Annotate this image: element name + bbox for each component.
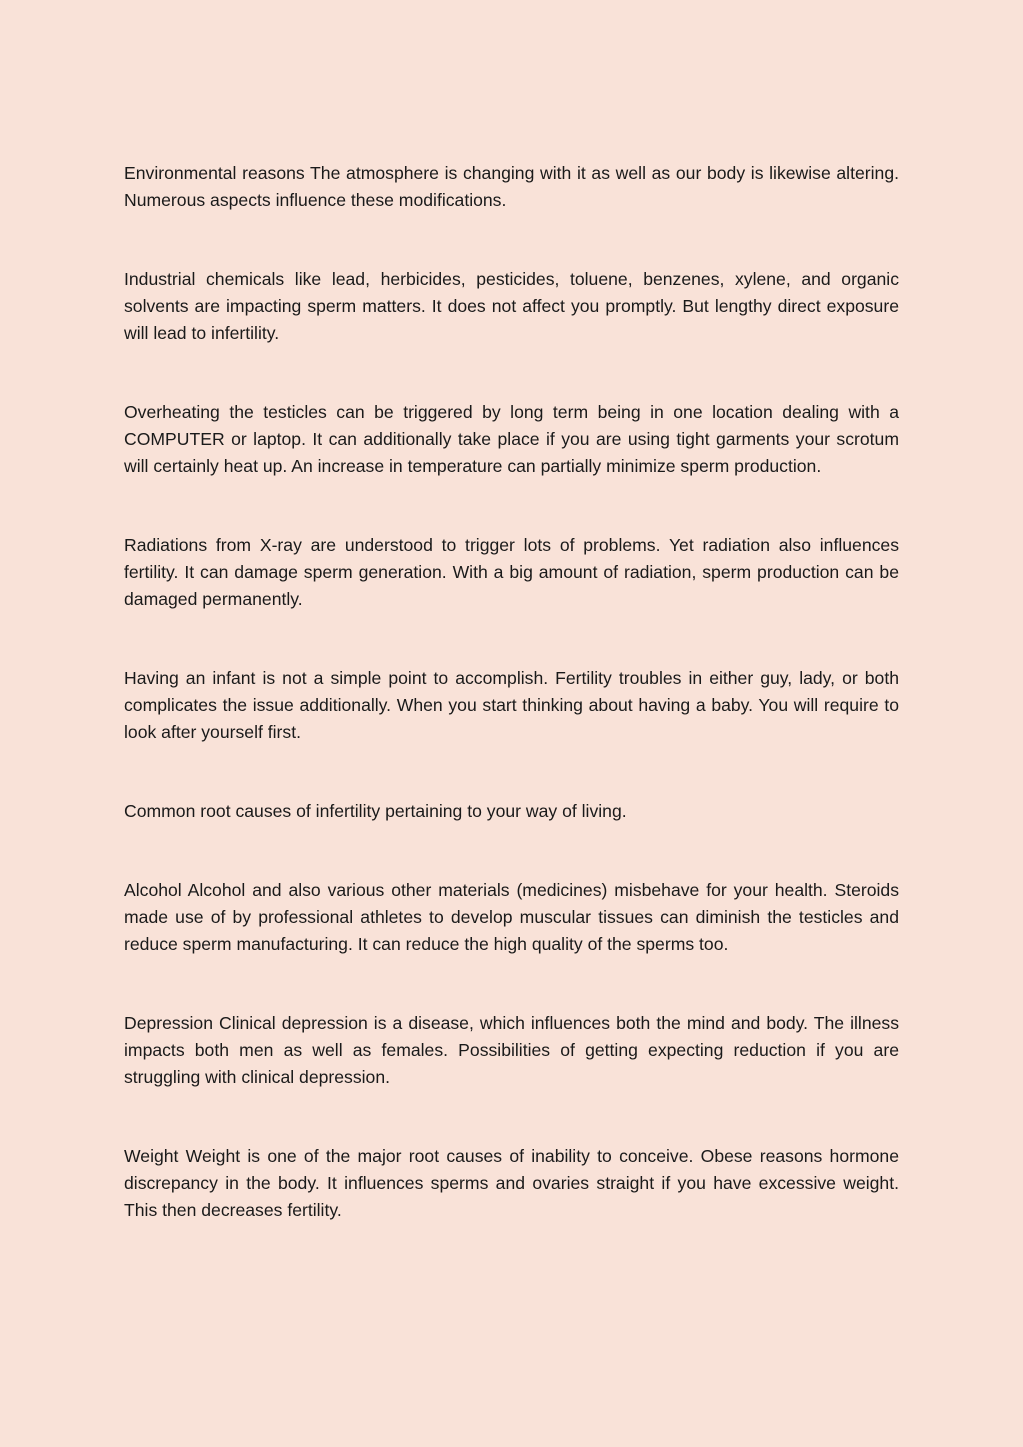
paragraph-radiation: Radiations from X-ray are understood to trigger lots of problems. Yet radiation also influences fertility. It can damage sperm generation. With a big amount of radiation, sperm production can be damaged permanently. — [124, 535, 899, 609]
paragraph-common-root-causes: Common root causes of infertility pertaining to your way of living. — [124, 801, 627, 821]
paragraph-depression: Depression Clinical depression is a disease, which influences both the mind and body. The illness impacts both men as well as females. Possibilities of getting expecting reduction if you are struggling with clinical depression. — [124, 1013, 899, 1087]
paragraph-alcohol: Alcohol Alcohol and also various other materials (medicines) misbehave for your health. Steroids made use of by professional athletes to develop muscular tissues can diminish the testicles and reduce sperm manufacturing. It can reduce the high quality of the sperms too. — [124, 880, 899, 954]
paragraph-environmental-reasons: Environmental reasons The atmosphere is changing with it as well as our body is likewise altering. Numerous aspects influence these modifications. — [124, 163, 899, 210]
paragraph-having-an-infant: Having an infant is not a simple point to accomplish. Fertility troubles in either guy, lady, or both complicates the issue additionally. When you start thinking about having a baby. You will require to look after yourself first. — [124, 668, 899, 742]
paragraph-weight: Weight Weight is one of the major root causes of inability to conceive. Obese reasons hormone discrepancy in the body. It influences sperms and ovaries straight if you have excessive weight. This then decreases fertility. — [124, 1146, 899, 1220]
paragraph-industrial-chemicals: Industrial chemicals like lead, herbicides, pesticides, toluene, benzenes, xylene, and organic solvents are impacting sperm matters. It does not affect you promptly. But lengthy direct exposure will lead to infertility. — [124, 269, 899, 343]
paragraph-overheating: Overheating the testicles can be triggered by long term being in one location dealing with a COMPUTER or laptop. It can additionally take place if you are using tight garments your scrotum will certainly heat up. An increase in temperature can partially minimize sperm production. — [124, 402, 899, 476]
